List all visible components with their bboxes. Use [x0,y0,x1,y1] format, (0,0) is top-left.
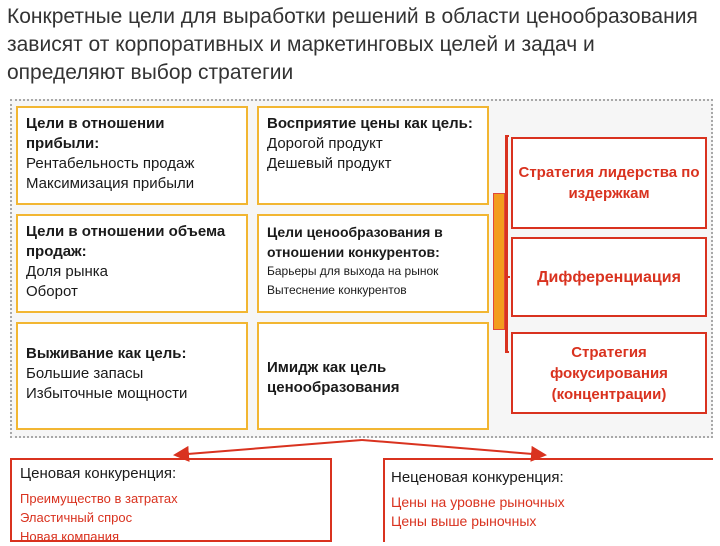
price-competition-item: Преимущество в затратах [20,491,178,506]
price-competition-title: Ценовая конкуренция: [20,465,177,482]
arrow-to-price-competition [175,440,362,455]
goal-item: Доля рынка [26,263,109,280]
strategy-label: Стратегия фокусирования (концентрации) [550,343,668,403]
page-title: Конкретные цели для выработки решений в области ценообразования зависят от корпоративных и маркетинговых целей и задач и определяют выбор стратегии [7,5,698,84]
goal-item: Вытеснение конкурентов [267,283,407,297]
non-price-competition-item: Цены выше рыночных [391,513,537,529]
strategy-label: Дифференциация [537,268,681,286]
goal-heading: Выживание как цель: [26,345,187,362]
price-competition-item: Новая компания [20,529,120,544]
goal-heading: Имидж как цель ценообразования [267,359,400,396]
goal-item: Дешевый продукт [267,155,392,172]
goal-heading: Цели ценообразования в отношении конкурентов: [267,224,443,260]
non-price-competition-item: Цены на уровне рыночных [391,494,565,510]
goal-item: Максимизация прибыли [26,175,195,192]
non-price-competition-box [383,458,713,542]
strategy-label: Стратегия лидерства по издержкам [518,164,700,202]
goal-item: Большие запасы [26,365,144,382]
goal-item: Оборот [26,283,78,300]
non-price-competition-title: Неценовая конкуренция: [391,469,564,486]
arrow-to-non-price-competition [362,440,545,455]
price-competition-item: Эластичный спрос [20,510,133,525]
price-competition-box [10,458,332,542]
goal-item: Избыточные мощности [26,385,188,402]
goal-heading: Восприятие цены как цель: [267,115,473,132]
goal-item: Барьеры для выхода на рынок [267,264,439,278]
goal-item: Дорогой продукт [267,135,383,152]
goal-item: Рентабельность продаж [26,155,195,172]
goal-heading: Цели в отношении объема продаж: [26,223,226,260]
goal-heading: Цели в отношении прибыли: [26,115,165,152]
